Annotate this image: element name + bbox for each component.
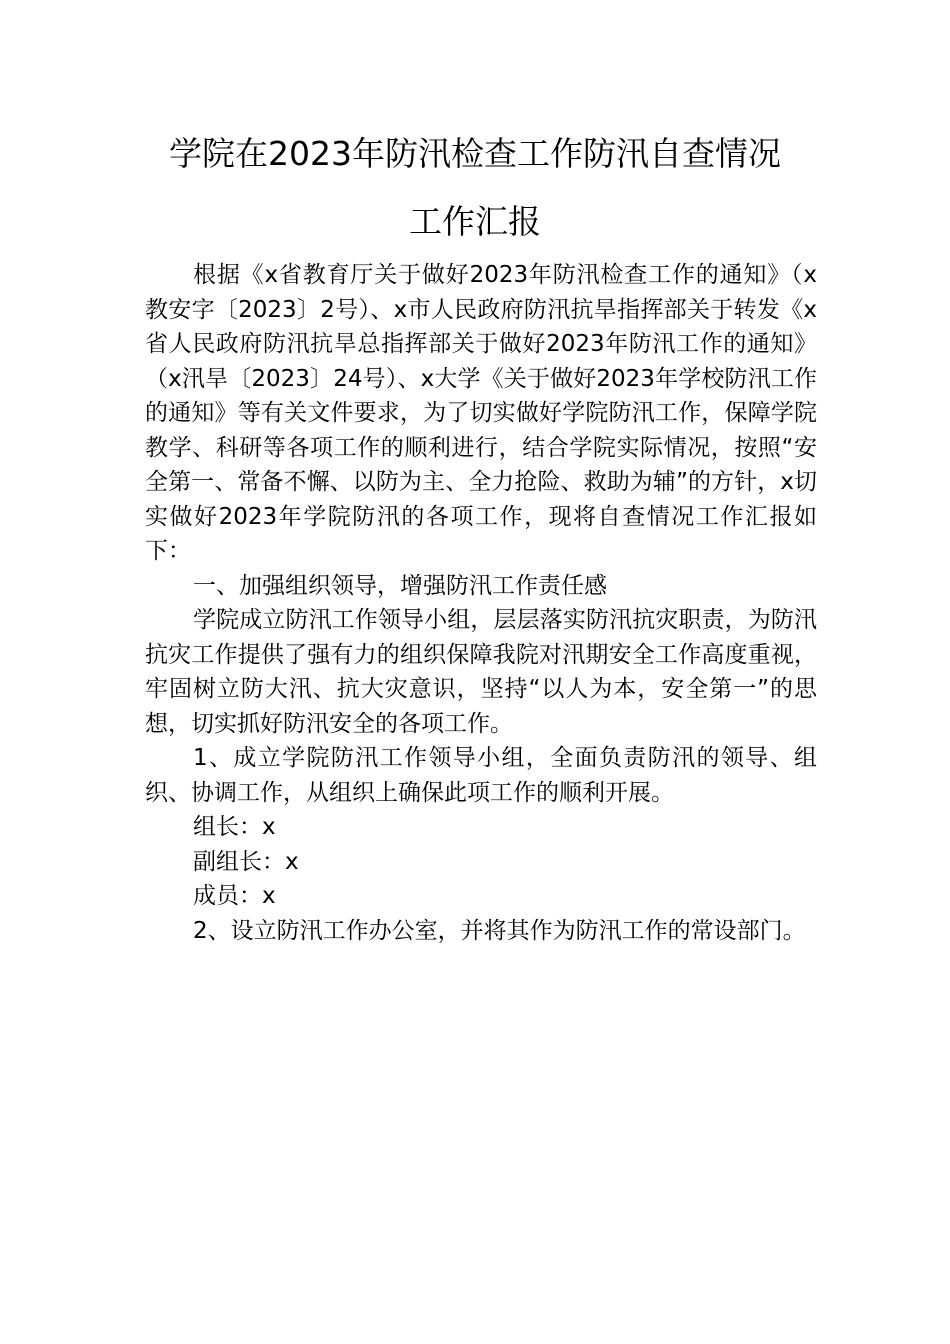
intro-paragraph: 根据《x省教育厅关于做好2023年防汛检查工作的通知》（x教安字〔2023〕2号）、x市人民政府防汛抗旱指挥部关于转发《x省人民政府防汛抗旱总指挥部关于做好2023年防汛工作的通知》（x汛旱〔2023〕24号）、x大学《关于做好2023年学校防汛工作的通知》等有关文件要求，为了切实做好学院防汛工作，保障学院教学、科研等各项工作的顺利进行，结合学院实际情况，按照“安全第一、常备不懈、以防为主、全力抢险、救助为辅”的方针，x切实做好2023年学院防汛的各项工作，现将自查情况工作汇报如下： [145,262,817,564]
deputy-leader-line: 副组长：x [193,848,299,875]
document-body [145,258,817,948]
section-heading-1: 一、加强组织领导，增强防汛工作责任感 [193,572,607,599]
document-title-line-1: 学院在2023年防汛检查工作防汛自查情况 [169,134,781,173]
section-paragraph: 学院成立防汛工作领导小组，层层落实防汛抗灾职责，为防汛抗灾工作提供了强有力的组织保障我院对汛期安全工作高度重视，牢固树立防大汛、抗大灾意识，坚持“以人为本，安全第一”的思想，切实抓好防汛安全的各项工作。 [145,607,817,737]
list-item-2: 2、设立防汛工作办公室，并将其作为防汛工作的常设部门。 [193,917,806,944]
leader-line: 组长：x [193,814,276,840]
document-title-line-2: 工作汇报 [409,202,541,241]
members-line: 成员：x [193,883,276,909]
list-item-1: 1、成立学院防汛工作领导小组，全面负责防汛的领导、组织、协调工作，从组织上确保此项工作的顺利开展。 [145,745,817,806]
